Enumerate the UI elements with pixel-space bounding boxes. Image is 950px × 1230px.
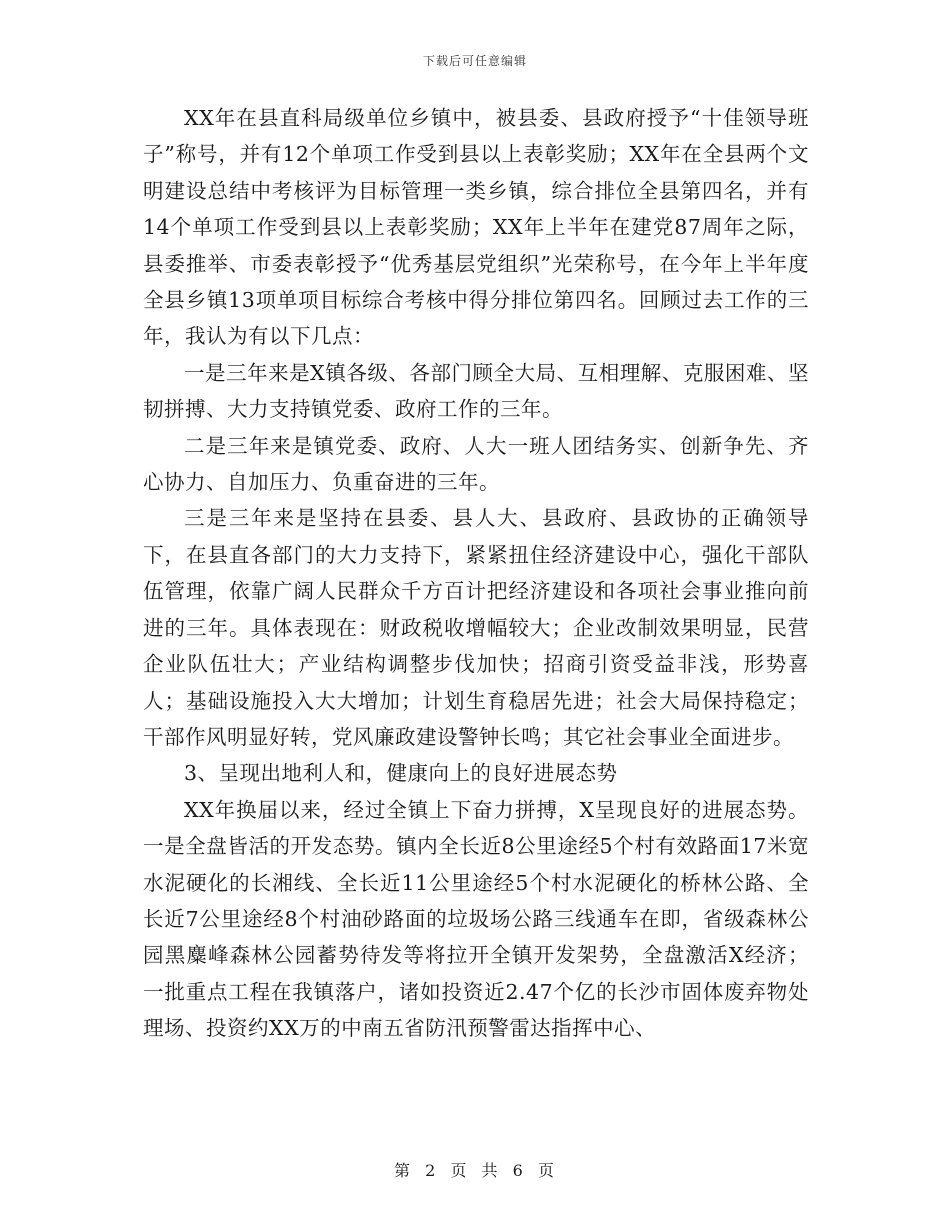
total-pages-number: 6 — [512, 1161, 525, 1180]
current-page-number: 2 — [425, 1161, 438, 1180]
paragraph-achievements: XX年在县直科局级单位乡镇中，被县委、县政府授予“十佳领导班子”称号，并有12个单项工作受到县以上表彰奖励；XX年在全县两个文明建设总结中考核评为目标管理一类乡镇，综合排位全县第四名，并有14个单项工作受到县以上表彰奖励；XX年上半年在建党87周年之际，县委推举、市委表彰授予“优秀基层党组织”光荣称号，在今年上半年度全县乡镇13项单项目标综合考核中得分排位第四名。回顾过去工作的三年，我认为有以下几点： — [143, 106, 809, 349]
footer-prefix: 第 — [394, 1161, 413, 1180]
page-footer — [0, 1158, 950, 1181]
paragraph-point-two: 二是三年来是镇党委、政府、人大一班人团结务实、创新争先、齐心协力、自加压力、负重奋进的三年。 — [143, 433, 809, 495]
page-header: 下载后可任意编辑 — [422, 54, 527, 68]
paragraph-point-one: 一是三年来是X镇各级、各部门顾全大局、互相理解、克服困难、坚韧拼搏、大力支持镇党委、政府工作的三年。 — [143, 360, 809, 422]
footer-total-label: 共 — [481, 1161, 500, 1180]
paragraph-development: XX年换届以来，经过全镇上下奋力拼搏，X呈现良好的进展态势。一是全盘皆活的开发态势。镇内全长近8公里途经5个村有效路面17米宽水泥硬化的长湘线、全长近11公里途经5个村水泥硬化的桥林公路、全长近7公里途经8个村油砂路面的垃圾场公路三线通车在即，省级森林公园黑麋峰森林公园蓄势待发等将拉开全镇开发架势，全盘激活X经济；一批重点工程在我镇落户，诸如投资近2.47个亿的长沙市固体废弃物处理场、投资约XX万的中南五省防汛预警雷达指挥中心、 — [143, 797, 809, 1041]
document-body — [143, 100, 809, 1047]
footer-page-label: 页 — [450, 1161, 469, 1180]
paragraph-point-three: 三是三年来是坚持在县委、县人大、县政府、县政协的正确领导下，在县直各部门的大力支持下，紧紧扭住经济建设中心，强化干部队伍管理，依靠广阔人民群众千方百计把经济建设和各项社会事业推向前进的三年。具体表现在：财政税收增幅较大；企业改制效果明显，民营企业队伍壮大；产业结构调整步伐加快；招商引资受益非浅，形势喜人；基础设施投入大大增加；计划生育稳居先进；社会大局保持稳定；干部作风明显好转，党风廉政建设警钟长鸣；其它社会事业全面进步。 — [143, 506, 809, 749]
footer-suffix: 页 — [537, 1161, 556, 1180]
section-heading: 3、呈现出地利人和，健康向上的良好进展态势 — [184, 761, 618, 786]
